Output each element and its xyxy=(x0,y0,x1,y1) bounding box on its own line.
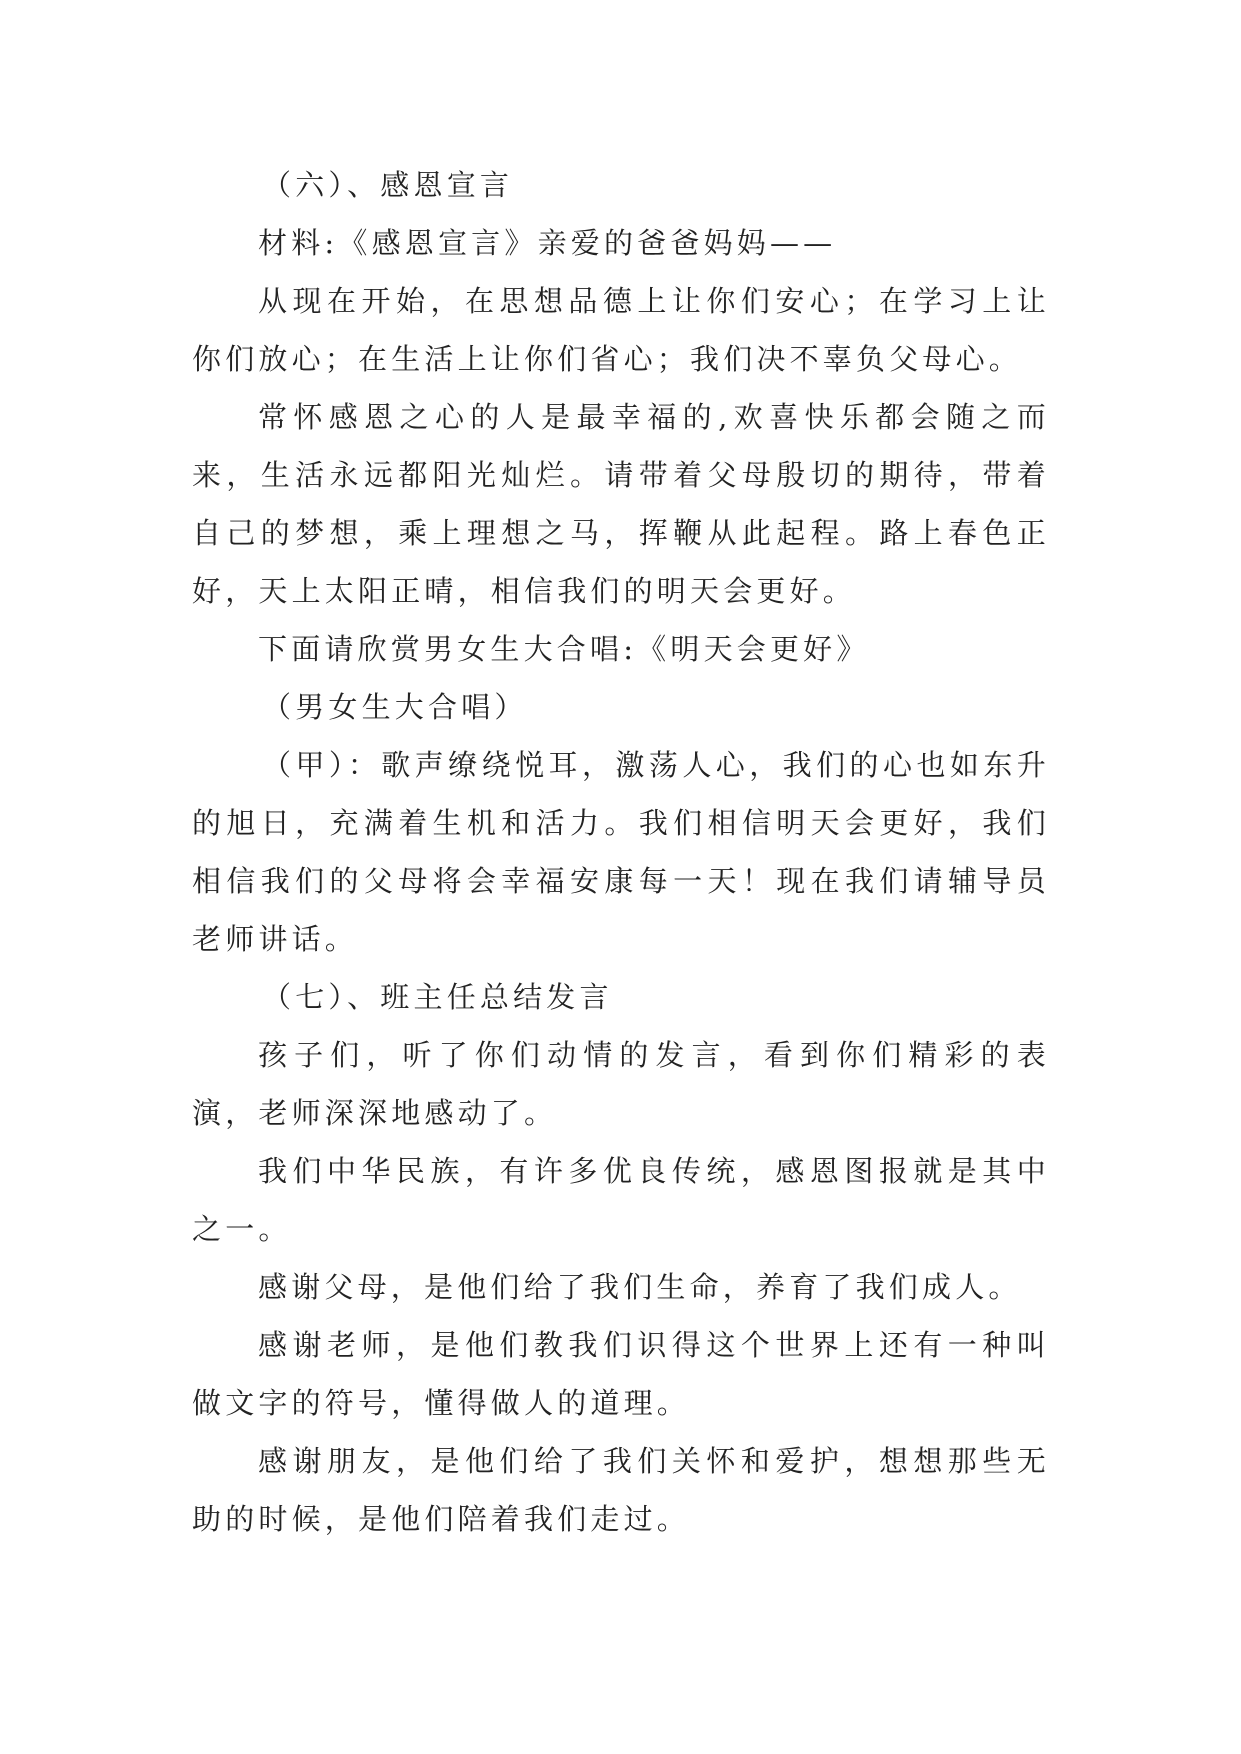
song-intro-line: 下面请欣赏男女生大合唱:《明天会更好》 xyxy=(258,632,870,666)
teacher-opening-paragraph: 孩子们，听了你们动情的发言，看到你们精彩的表演，老师深深地感动了。 xyxy=(192,1038,1050,1130)
tradition-paragraph: 我们中华民族，有许多优良传统，感恩图报就是其中之一。 xyxy=(192,1154,1050,1246)
section-heading-seven: （七）、班主任总结发言 xyxy=(262,980,613,1014)
thanks-teachers-paragraph: 感谢老师，是他们教我们识得这个世界上还有一种叫做文字的符号，懂得做人的道理。 xyxy=(192,1328,1050,1420)
chorus-note: （男女生大合唱） xyxy=(262,690,528,724)
thanks-parents-paragraph: 感谢父母，是他们给了我们生命，养育了我们成人。 xyxy=(258,1270,1022,1304)
material-line: 材料:《感恩宣言》亲爱的爸爸妈妈—— xyxy=(258,226,837,260)
gratitude-paragraph: 常怀感恩之心的人是最幸福的,欢喜快乐都会随之而来，生活永远都阳光灿烂。请带着父母殷切的期待，带着自己的梦想，乘上理想之马，挥鞭从此起程。路上春色正好，天上太阳正晴，相信我们的明天会更好。 xyxy=(192,400,1050,608)
pledge-paragraph: 从现在开始，在思想品德上让你们安心；在学习上让你们放心；在生活上让你们省心；我们决不辜负父母心。 xyxy=(192,284,1050,376)
thanks-friends-paragraph: 感谢朋友，是他们给了我们关怀和爱护，想想那些无助的时候，是他们陪着我们走过。 xyxy=(192,1444,1050,1536)
section-heading-six: （六）、感恩宣言 xyxy=(262,168,514,202)
document-body xyxy=(192,156,1050,1548)
host-a-paragraph: （甲）：歌声缭绕悦耳，激荡人心，我们的心也如东升的旭日，充满着生机和活力。我们相信明天会更好，我们相信我们的父母将会幸福安康每一天！现在我们请辅导员老师讲话。 xyxy=(192,748,1050,956)
